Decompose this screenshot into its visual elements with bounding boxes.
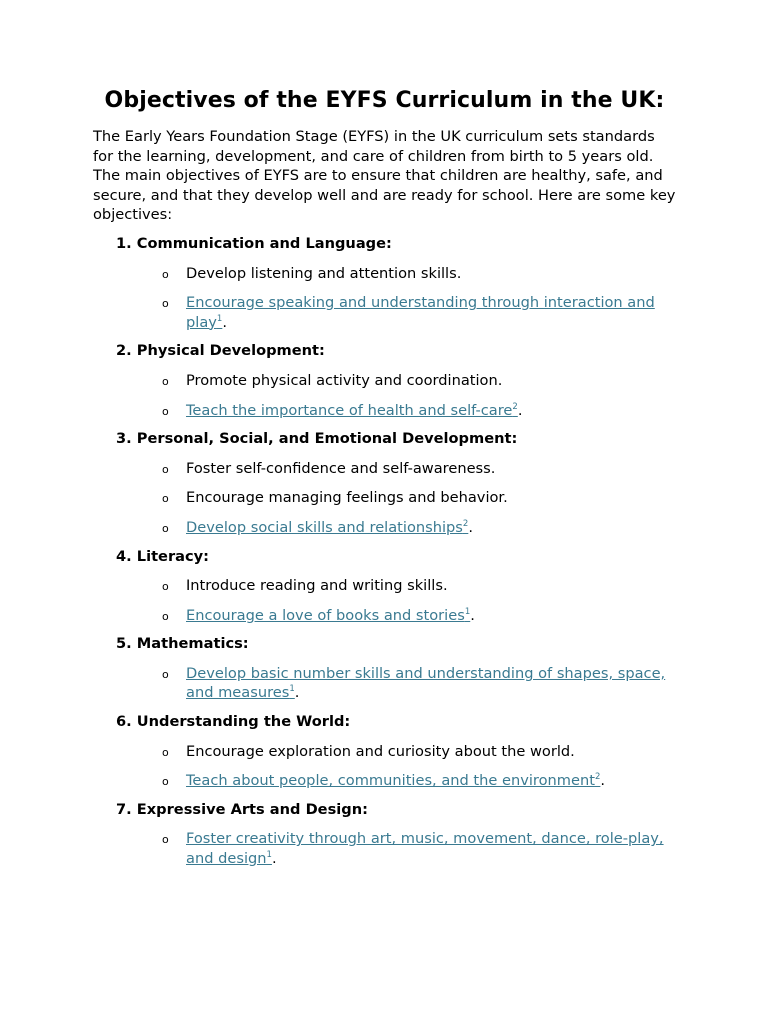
objective-section	[93, 547, 676, 626]
objective-section	[93, 341, 676, 420]
item-text: Develop listening and attention skills.	[186, 264, 462, 282]
footnote-ref: 1	[289, 684, 295, 695]
reference-link[interactable]	[186, 665, 665, 702]
reference-link[interactable]	[186, 402, 518, 419]
list-item	[93, 771, 676, 791]
trailing-period: .	[517, 401, 523, 419]
section-heading: 7. Expressive Arts and Design:	[116, 800, 368, 818]
section-bullets	[93, 371, 676, 420]
objective-section	[93, 234, 676, 332]
section-bullets	[93, 742, 676, 791]
objective-section	[93, 712, 676, 791]
list-item	[93, 401, 676, 421]
bullet-circle-icon: o	[162, 580, 169, 594]
list-item	[93, 371, 676, 391]
page-title: Objectives of the EYFS Curriculum in the UK:	[104, 88, 665, 113]
reference-link[interactable]	[186, 519, 468, 536]
reference-link[interactable]	[186, 830, 664, 867]
list-item	[93, 576, 676, 596]
reference-link[interactable]	[186, 607, 470, 624]
bullet-circle-icon: o	[162, 745, 169, 759]
footnote-ref: 1	[216, 313, 223, 324]
trailing-period: .	[222, 313, 227, 331]
bullet-circle-icon: o	[162, 267, 169, 281]
item-text: Encourage managing feelings and behavior.	[186, 489, 508, 507]
section-heading: 2. Physical Development:	[116, 342, 325, 360]
footnote-ref: 1	[266, 850, 272, 861]
trailing-period: .	[470, 606, 475, 624]
reference-link[interactable]	[186, 294, 655, 331]
list-item	[93, 664, 676, 703]
list-item	[93, 459, 676, 479]
list-item	[93, 264, 676, 284]
bullet-circle-icon: o	[162, 462, 169, 476]
section-bullets	[93, 264, 676, 333]
list-item	[93, 293, 676, 332]
footnote-ref: 2	[462, 518, 469, 529]
footnote-ref: 2	[512, 401, 518, 412]
section-heading: 3. Personal, Social, and Emotional Development:	[116, 430, 518, 448]
link-text: Foster creativity through art, music, movement, dance, role-play, and design	[186, 830, 664, 868]
list-item	[93, 606, 676, 626]
objective-section	[93, 429, 676, 537]
section-heading: 6. Understanding the World:	[116, 713, 351, 731]
section-heading: 5. Mathematics:	[116, 635, 249, 653]
bullet-circle-icon: o	[162, 667, 169, 681]
bullet-circle-icon: o	[162, 492, 169, 506]
item-text: Introduce reading and writing skills.	[186, 577, 448, 595]
bullet-circle-icon: o	[162, 297, 169, 311]
item-text: Encourage exploration and curiosity about the world.	[186, 742, 575, 760]
list-item	[93, 488, 676, 508]
list-item	[93, 518, 676, 538]
footnote-ref: 2	[594, 772, 601, 783]
section-bullets	[93, 459, 676, 538]
intro-paragraph: The Early Years Foundation Stage (EYFS) in the UK curriculum sets standards for the learning, development, and care of children from birth to 5 years old. The main objectives of EYFS are to ensure that children are healthy, safe, and secure, and that they develop well and are ready for school. Here are some key objectives:	[93, 128, 676, 224]
bullet-circle-icon: o	[162, 404, 169, 418]
section-heading: 1. Communication and Language:	[116, 234, 392, 252]
bullet-circle-icon: o	[162, 775, 169, 789]
trailing-period: .	[271, 850, 277, 868]
list-item	[93, 742, 676, 762]
section-bullets	[93, 829, 676, 868]
item-text: Foster self-confidence and self-awareness.	[186, 459, 496, 477]
bullet-circle-icon: o	[162, 374, 169, 388]
list-item	[93, 829, 676, 868]
link-text: Encourage speaking and understanding through interaction and play	[186, 294, 655, 331]
link-text: Develop basic number skills and understanding of shapes, space, and measures	[186, 664, 666, 702]
section-bullets	[93, 664, 676, 703]
trailing-period: .	[468, 518, 473, 536]
link-text: Encourage a love of books and stories	[186, 606, 465, 624]
link-text: Teach about people, communities, and the environment	[186, 772, 595, 790]
bullet-circle-icon: o	[162, 609, 169, 623]
link-text: Teach the importance of health and self-care	[186, 401, 513, 419]
trailing-period: .	[600, 772, 606, 790]
reference-link[interactable]	[186, 772, 600, 789]
section-heading: 4. Literacy:	[116, 547, 209, 565]
bullet-circle-icon: o	[162, 521, 169, 535]
objective-section	[93, 634, 676, 703]
section-bullets	[93, 576, 676, 625]
bullet-circle-icon: o	[162, 833, 169, 847]
item-text: Promote physical activity and coordination.	[186, 371, 503, 389]
objectives-list	[93, 234, 676, 869]
objective-section	[93, 800, 676, 869]
link-text: Develop social skills and relationships	[186, 518, 463, 536]
footnote-ref: 1	[464, 606, 471, 617]
trailing-period: .	[294, 684, 300, 702]
